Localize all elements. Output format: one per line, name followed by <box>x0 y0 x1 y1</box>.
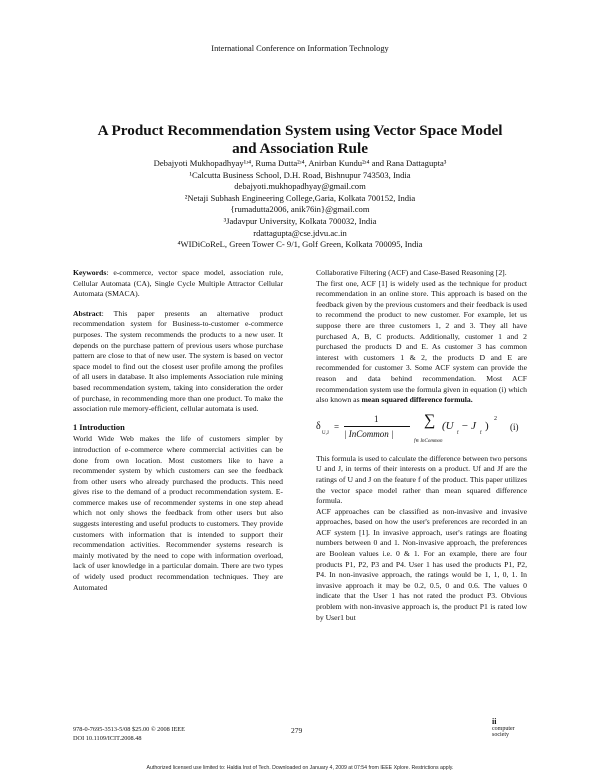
title-line-2: and Association Rule <box>232 140 368 157</box>
abstract-label: Abstract <box>73 308 102 318</box>
eq-term-u: (U <box>442 419 454 432</box>
eq-sum-subscript: f∈ InCommon <box>414 438 443 444</box>
acf-paragraph-2-text: The first one, ACF [1] is widely used as the technique for product recommendation in an online store. This approach is based on the feedback given by the previous customers and their feedback is used to recommend the product to new customer. For example, let us suppose there are three customers 1, 2 and 3. They all have purchased A, B, C products. Additionally, customer 1 and 2 purchased the products D and E. As customer 3 has common interest with customers 1 & 2, the products D and E are recommended for customer 3. Some ACF system can provide the reason and data behind recommendation. Most ACF recommendation system use the formula given in equation (i) which also known as <box>316 278 527 405</box>
eq-denominator: | InCommon | <box>344 428 394 439</box>
email-2: {rumadutta2006, anik76in}@gmail.com <box>230 204 370 215</box>
equation-i <box>316 410 527 448</box>
eq-sum-sign: ∑ <box>424 411 436 429</box>
page-number: 279 <box>291 726 303 735</box>
author-names: Debajyoti Mukhopadhyay¹ʴ⁴, Ruma Dutta²ʴ⁴, Anirban Kundu²ʴ⁴ and Rana Dattagupta³ <box>153 158 447 168</box>
email-1: debajyoti.mukhopadhyay@gmail.com <box>234 181 366 192</box>
eq-delta-subscript: U,J <box>322 430 329 436</box>
title-line-1: A Product Recommendation System using Vector Space Model <box>97 122 503 139</box>
keywords-text: : e-commerce, vector space model, association rule, Cellular Automata (CA), Single Cycle Multiple Attractor Cellular Automata (SMACA). <box>73 268 283 299</box>
keywords-paragraph <box>73 268 283 300</box>
eq-sub-f-2: f <box>480 430 482 436</box>
abstract-text: : This paper presents an alternative product recommendation system for Business-to-customer e-commerce purposes. The system recommends the products to a new user. It depends on the purchase pattern of previous users whose purchase pattern are close to that of new user. The system is based on vector space model to find out the closest user profile among the profiles of all users in database. It also implements Association rule mining based recommendation system, taking into consideration the order of purchase, in recommending more than one product. To make the association rule memory-efficient, cellular automata is used. <box>73 308 283 414</box>
eq-numerator: 1 <box>374 413 379 424</box>
acf-paragraph-1: Collaborative Filtering (ACF) and Case-Based Reasoning [2]. <box>316 268 507 277</box>
section-heading-introduction: 1 Introduction <box>73 422 125 432</box>
authorized-use-notice: Authorized licensed use limited to: Haldia Inst of Tech. Downloaded on January 4, 2009 at 07:54 from IEEE Xplore. Restrictions apply. <box>146 765 454 771</box>
keywords-label: Keywords <box>73 268 107 277</box>
left-column <box>73 268 283 593</box>
affiliation-3: ³Jadavpur University, Kolkata 700032, India <box>223 215 377 226</box>
eq-equals: = <box>334 421 340 432</box>
eq-sub-f-1: f <box>457 430 459 436</box>
affiliation-2: ²Netaji Subhash Engineering College,Garia, Kolkata 700152, India <box>184 192 416 203</box>
footer-doi: DOI 10.1109/ICIT.2008.48 <box>73 734 142 742</box>
logo-mark: ii <box>492 717 497 726</box>
eq-power: 2 <box>494 415 497 422</box>
eq-delta: δ <box>316 420 321 432</box>
formula-explanation-paragraph: This formula is used to calculate the difference between two persons U and J, in terms of their interests on a product. Uf and Jf are the ratings of U and J on the feature f of the product. This paper utilizes the vector space model rather than mean squared difference formula. <box>316 453 527 506</box>
email-3: rdattagupta@cse.jdvu.ac.in <box>253 227 347 238</box>
msd-formula-name: mean squared difference formula. <box>361 395 473 405</box>
affiliation-1: ¹Calcutta Business School, D.H. Road, Bishnupur 743503, India <box>189 169 411 180</box>
eq-close-paren: ) <box>485 419 489 432</box>
footer-isbn: 978-0-7695-3513-5/08 $25.00 © 2008 IEEE <box>73 726 185 733</box>
conference-header: International Conference on Information Technology <box>211 44 389 53</box>
paper-title <box>40 122 560 158</box>
eq-fraction-bar <box>344 426 410 427</box>
computer-society-logo <box>492 719 515 739</box>
logo-line-1: computer <box>492 725 515 732</box>
intro-paragraph: World Wide Web makes the life of customers simpler by introduction of e-commerce where commercial activities can be done from own location. Most customers like to have a recommender system by which customers can see the feedback from other users who already purchased the products. This need gives rise to the demand of a product recommendation system. E-commerce makes use of recommender systems in one step ahead which not only shows the feedback from other users but also suggests interesting and useful products to customers. They provide customers with information that is intended to support their recommendation activities. Recommender systems research is mainly motivated by the need to cope with information overload, lack of user knowledge in a particular domain. There are two types of widely used product recommendation techniques. They are Automated <box>73 434 283 592</box>
footer-isbn-doi <box>73 726 185 743</box>
invasive-paragraph: ACF approaches can be classified as non-invasive and invasive approaches, based on how the user's preferences are recorded in an ACF system [1]. In invasive approach, user's ratings are floating numbers between 0 and 1. Non-invasive approach, the preferences are Boolean values i.e. 0 & 1. For an example, there are four products P1, P2, P3 and P4. User 1 has used the products P1, P2, P4. In non-invasive approach, the ratings would be 1, 1, 0, 1. In invasive approach it may be 0.2, 0.5, 0 and 0.6. The values 0 indicate that the User 1 has not rated the product P3. Obvious problem with non-invasive approach is, the product P1 is rated low by User1 but <box>316 506 527 622</box>
logo-line-2: society <box>492 732 509 738</box>
right-column <box>316 268 527 623</box>
eq-term-j: − J <box>461 419 477 432</box>
author-block <box>60 158 540 251</box>
acf-paragraph-2 <box>316 279 527 406</box>
affiliation-4: ⁴WIDiCoReL, Green Tower C- 9/1, Golf Green, Kolkata 700095, India <box>177 239 423 250</box>
eq-label: (i) <box>510 421 519 432</box>
abstract-paragraph <box>73 309 283 415</box>
